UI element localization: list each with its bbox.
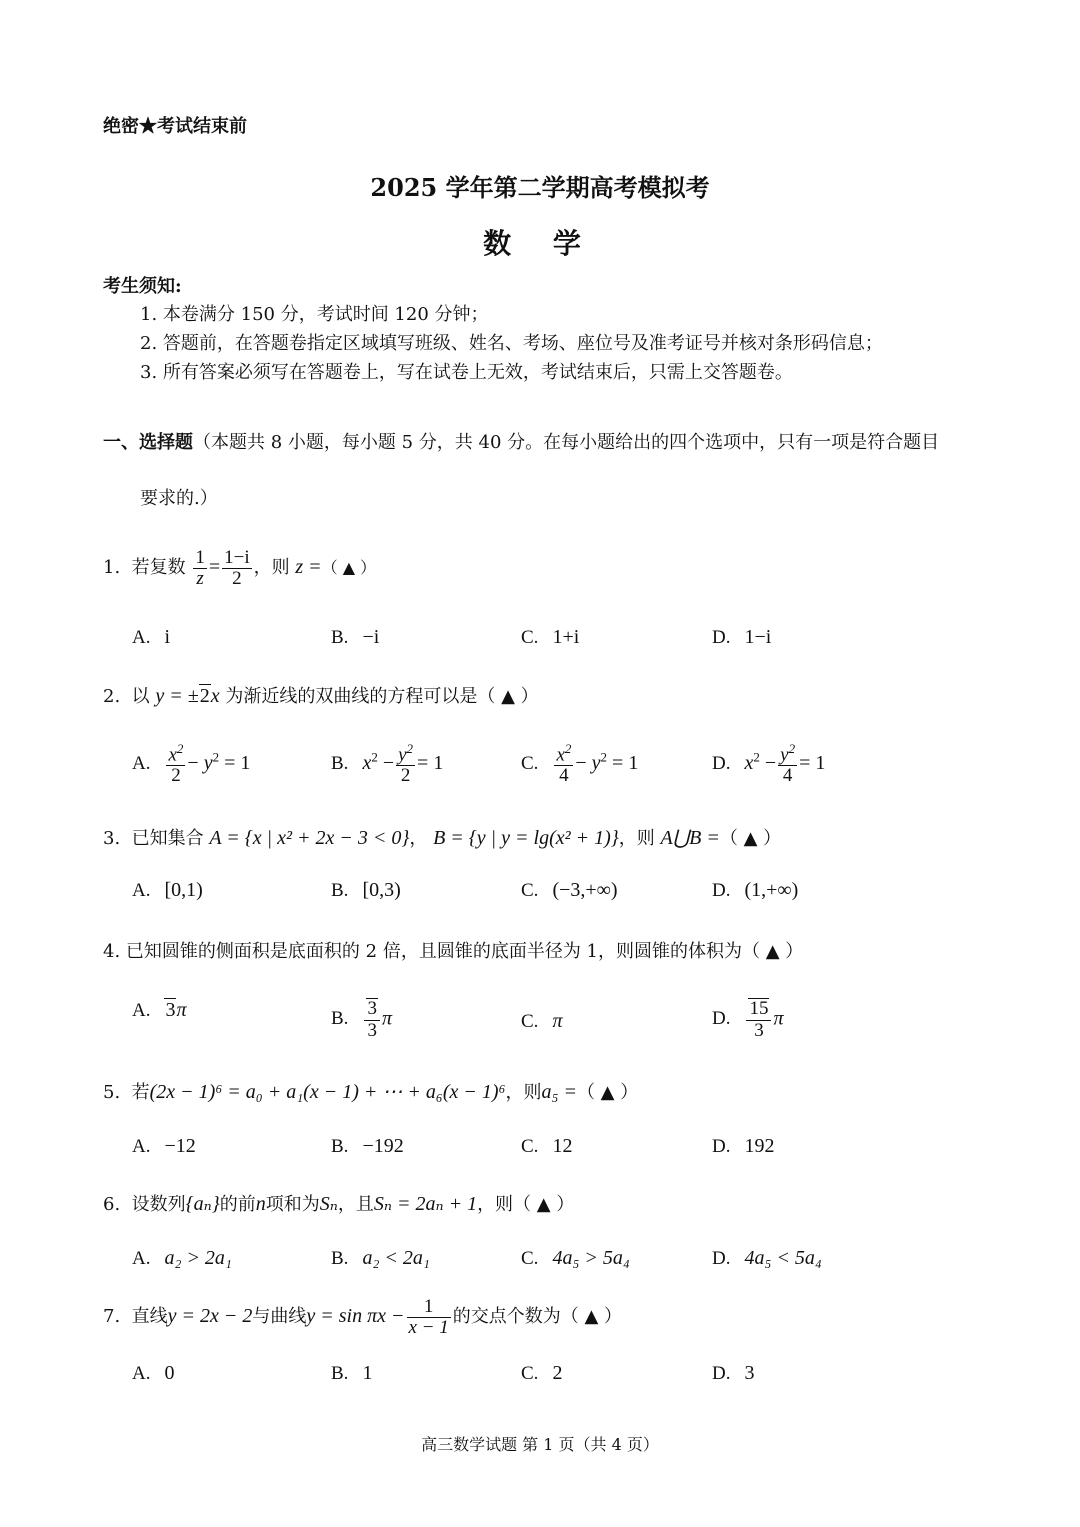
q6-option-b[interactable]: B. a₂ < 2a₁ (331, 1247, 430, 1269)
q5-option-c[interactable]: C. 12 (521, 1135, 573, 1157)
q5-option-a[interactable]: A. −12 (132, 1135, 196, 1157)
question-2: 2. 以 y = ±2x 为渐近线的双曲线的方程可以是（ ▲ ） (103, 685, 539, 707)
q7-option-b[interactable]: B. 1 (331, 1362, 373, 1384)
section-1-desc-cont: 要求的.） (140, 488, 218, 509)
section-1-header (103, 428, 939, 454)
question-4: 4. 已知圆锥的侧面积是底面积的 2 倍，且圆锥的底面半径为 1，则圆锥的体积为（ ▲ ） (103, 941, 804, 962)
q3-option-b[interactable]: B. [0,3) (331, 879, 401, 901)
q2-option-d[interactable]: D. $x^2$ − $\frac{y^2}{4}$ = 1 (712, 741, 826, 787)
question-1: 1. 若复数 $\frac{1}{z}$ = $\frac{1-i}{2}$ ，则 z =（ ▲ ） (103, 546, 377, 589)
q3-option-c[interactable]: C. (−3,+∞) (521, 879, 618, 901)
q1-fraction-2: $\frac{1-i}{2}$ (224, 546, 250, 589)
q7-fraction: $\frac{1}{x - 1}$ (408, 1295, 449, 1338)
q6-option-c[interactable]: C. 4a₅ > 5a₄ (521, 1247, 630, 1269)
question-3: 3. 已知集合 A = {x | x² + 2x − 3 < 0}， B = {y | y = lg(x² + 1)}，则 A⋃B =（ ▲ ） (103, 827, 782, 849)
notice-heading: 考生须知: (103, 276, 182, 297)
page-footer: 高三数学试题 第 1 页（共 4 页） (421, 1435, 659, 1454)
q4-option-d[interactable]: D. $\frac{15}{3}$ π (712, 998, 784, 1041)
section-1-title: 一、选择题 (103, 432, 193, 453)
q3-option-d[interactable]: D. (1,+∞) (712, 879, 799, 901)
q7-option-a[interactable]: A. 0 (132, 1362, 175, 1384)
q4-option-b[interactable]: B. $\frac{3}{3}$ π (331, 998, 392, 1041)
section-1-desc: （本题共 8 小题，每小题 5 分，共 40 分。在每小题给出的四个选项中，只有一项是符合题目 (193, 432, 940, 453)
q1-option-c[interactable]: C. 1+i (521, 626, 580, 648)
q7-option-c[interactable]: C. 2 (521, 1362, 563, 1384)
q4-option-c[interactable]: C. π (521, 1010, 563, 1032)
subject-title: 数 学 (483, 227, 597, 260)
q2-option-a[interactable]: A. $\frac{x^2}{2}$ − $y^2 = 1$ (132, 741, 251, 787)
notice-item-1: 1. 本卷满分 150 分，考试时间 120 分钟； (140, 304, 489, 325)
q1-option-d[interactable]: D. 1−i (712, 626, 772, 648)
confidential-label: 绝密★考试结束前 (103, 116, 247, 137)
q5-option-b[interactable]: B. −192 (331, 1135, 404, 1157)
q1-option-b[interactable]: B. −i (331, 626, 380, 648)
notice-item-3: 3. 所有答案必须写在答题卷上，写在试卷上无效，考试结束后，只需上交答题卷。 (140, 362, 793, 383)
q2-option-b[interactable]: B. $x^2$ − $\frac{y^2}{2}$ = 1 (331, 741, 444, 787)
q1-number: 1. (103, 557, 121, 578)
q7-option-d[interactable]: D. 3 (712, 1362, 755, 1384)
q5-option-d[interactable]: D. 192 (712, 1135, 775, 1157)
exam-title: 2025 学年第二学期高考模拟考 (370, 173, 710, 202)
q3-option-a[interactable]: A. [0,1) (132, 879, 203, 901)
q1-option-a[interactable]: A. i (132, 626, 171, 648)
q4-option-a[interactable]: A. 3π (132, 999, 187, 1021)
q1-fraction-1: $\frac{1}{z}$ (195, 546, 205, 589)
q2-option-c[interactable]: C. $\frac{x^2}{4}$ − $y^2 = 1$ (521, 741, 639, 787)
q6-option-d[interactable]: D. 4a₅ < 5a₄ (712, 1247, 822, 1269)
notice-item-2: 2. 答题前，在答题卷指定区域填写班级、姓名、考场、座位号及准考证号并核对条形码信息； (140, 333, 883, 354)
question-5: 5. 若(2x − 1)⁶ = a₀ + a₁(x − 1) + ⋯ + a₆(x − 1)⁶，则a₅ =（ ▲ ） (103, 1081, 639, 1103)
question-7: 7. 直线y = 2x − 2与曲线y = sin πx − $\frac{1}{x - 1}$ 的交点个数为（ ▲ ） (103, 1295, 623, 1338)
question-6: 6. 设数列{aₙ}的前n项和为Sₙ，且Sₙ = 2aₙ + 1，则（ ▲ ） (103, 1193, 575, 1215)
q1-text: 若复数 (131, 557, 186, 578)
q6-option-a[interactable]: A. a₂ > 2a₁ (132, 1247, 232, 1269)
